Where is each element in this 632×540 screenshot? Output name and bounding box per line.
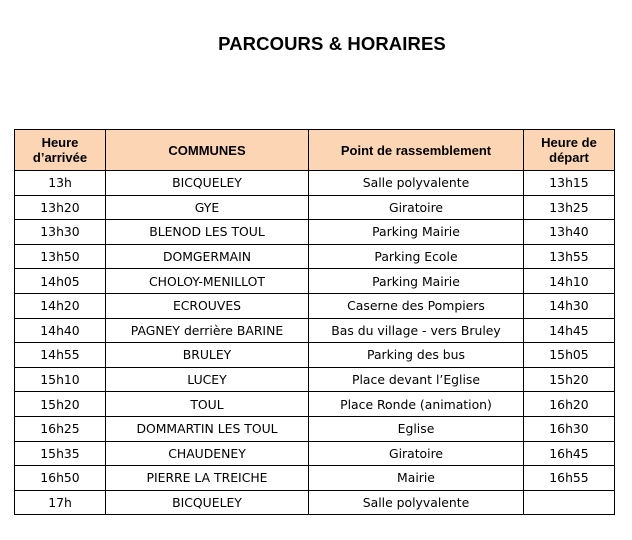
commune-cell: TOUL [106,392,309,417]
departure-time-cell: 16h55 [524,466,615,491]
arrival-time-cell: 13h30 [15,220,106,245]
table-row [15,466,615,491]
meeting-point-cell: Parking Ecole [309,244,524,269]
header-departure-time [524,130,615,171]
meeting-point-cell: Giratoire [309,441,524,466]
departure-time-cell: 15h05 [524,343,615,368]
table-row [15,392,615,417]
arrival-time-cell: 13h [15,171,106,196]
departure-time-cell [524,490,615,515]
meeting-point-cell: Caserne des Pompiers [309,293,524,318]
table-row [15,441,615,466]
departure-time-cell: 13h15 [524,171,615,196]
arrival-time-cell: 14h55 [15,343,106,368]
departure-time-cell: 16h30 [524,416,615,441]
meeting-point-cell: Bas du village - vers Bruley [309,318,524,343]
table-row [15,343,615,368]
meeting-point-cell: Parking Mairie [309,220,524,245]
departure-time-cell: 13h55 [524,244,615,269]
departure-time-cell: 16h20 [524,392,615,417]
meeting-point-cell: Parking Mairie [309,269,524,294]
page-title: PARCOURS & HORAIRES [218,33,446,54]
table-row [15,367,615,392]
meeting-point-cell: Salle polyvalente [309,490,524,515]
departure-time-cell: 13h25 [524,195,615,220]
meeting-point-cell: Place Ronde (animation) [309,392,524,417]
commune-cell: PIERRE LA TREICHE [106,466,309,491]
commune-cell: BICQUELEY [106,490,309,515]
arrival-time-cell: 16h50 [15,466,106,491]
commune-cell: GYE [106,195,309,220]
arrival-time-cell: 15h10 [15,367,106,392]
table-row [15,171,615,196]
commune-cell: LUCEY [106,367,309,392]
commune-cell: DOMMARTIN LES TOUL [106,416,309,441]
departure-time-cell: 13h40 [524,220,615,245]
table-row [15,416,615,441]
arrival-time-cell: 13h50 [15,244,106,269]
arrival-time-cell: 15h20 [15,392,106,417]
meeting-point-cell: Eglise [309,416,524,441]
arrival-time-cell: 17h [15,490,106,515]
departure-time-cell: 15h20 [524,367,615,392]
meeting-point-cell: Salle polyvalente [309,171,524,196]
table-row [15,244,615,269]
commune-cell: BICQUELEY [106,171,309,196]
departure-time-cell: 16h45 [524,441,615,466]
commune-cell: CHOLOY-MENILLOT [106,269,309,294]
table-row [15,490,615,515]
table-row [15,220,615,245]
arrival-time-cell: 16h25 [15,416,106,441]
table-row [15,269,615,294]
commune-cell: BLENOD LES TOUL [106,220,309,245]
meeting-point-cell: Mairie [309,466,524,491]
departure-time-cell: 14h30 [524,293,615,318]
table-body [15,171,615,515]
commune-cell: ECROUVES [106,293,309,318]
arrival-time-cell: 14h20 [15,293,106,318]
commune-cell: DOMGERMAIN [106,244,309,269]
arrival-time-cell: 15h35 [15,441,106,466]
header-departure-line2: départ [549,150,589,165]
header-communes: COMMUNES [106,130,309,171]
departure-time-cell: 14h10 [524,269,615,294]
meeting-point-cell: Parking des bus [309,343,524,368]
header-arrival-line2: d’arrivée [32,150,88,165]
commune-cell: PAGNEY derrière BARINE [106,318,309,343]
table-row [15,293,615,318]
header-arrival-line1: Heure [41,135,79,150]
arrival-time-cell: 13h20 [15,195,106,220]
meeting-point-cell: Place devant l’Eglise [309,367,524,392]
arrival-time-cell: 14h05 [15,269,106,294]
header-arrival-time [15,130,106,171]
arrival-time-cell: 14h40 [15,318,106,343]
schedule-table [14,129,615,515]
departure-time-cell: 14h45 [524,318,615,343]
commune-cell: CHAUDENEY [106,441,309,466]
table-header-row [15,130,615,171]
meeting-point-cell: Giratoire [309,195,524,220]
table-row [15,195,615,220]
commune-cell: BRULEY [106,343,309,368]
header-departure-line1: Heure de [541,135,597,150]
table-row [15,318,615,343]
header-meeting-point: Point de rassemblement [309,130,524,171]
